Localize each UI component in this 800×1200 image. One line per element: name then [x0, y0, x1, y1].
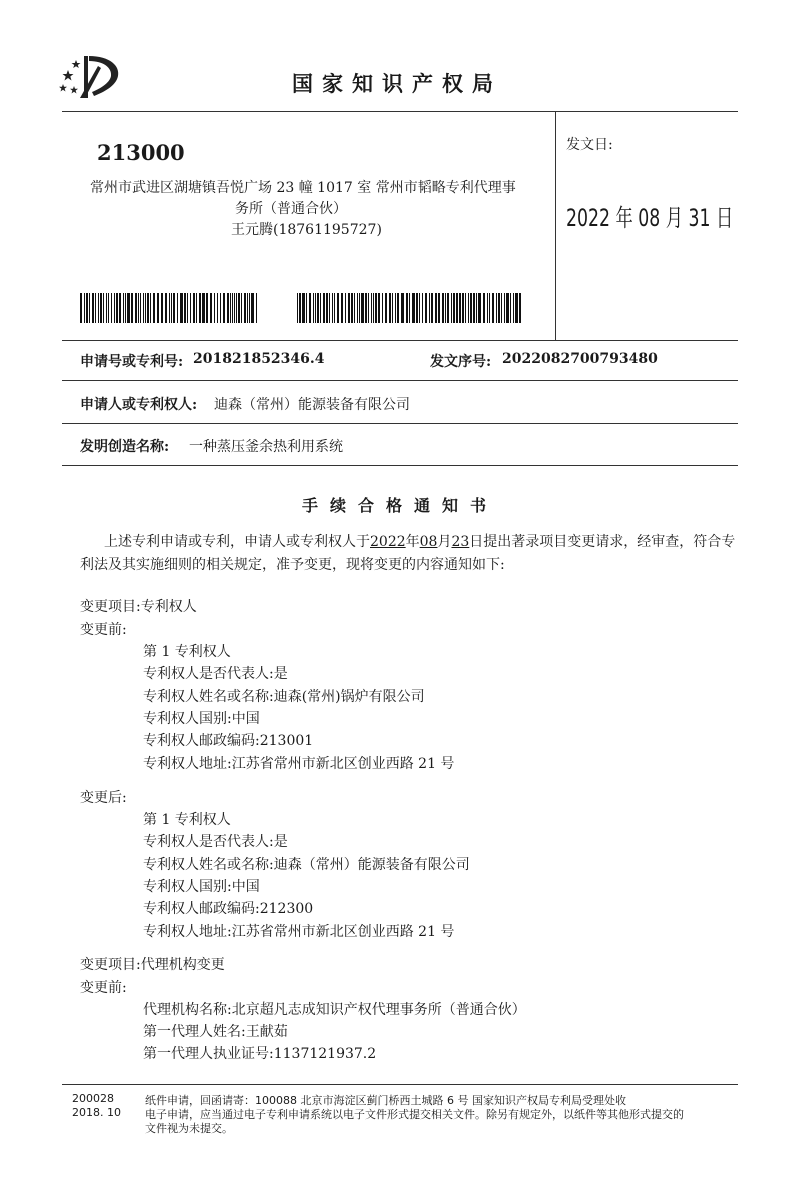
barcode-bar — [375, 293, 377, 323]
barcode-bar — [111, 293, 112, 323]
logo-star — [70, 86, 78, 94]
notice-paragraph-line-2: 利法及其实施细则的相关规定，准予变更，现将变更的内容通知如下: — [80, 557, 505, 573]
barcode-bar — [431, 293, 433, 323]
barcode-bar — [103, 293, 104, 323]
barcode-bar — [483, 293, 485, 323]
form-version: 2018. 10 — [72, 1106, 121, 1119]
barcode-bar — [220, 293, 221, 323]
barcode-bar — [453, 293, 455, 323]
barcode-bar — [489, 293, 490, 323]
applicant-label: 申请人或专利权人: — [80, 397, 198, 413]
change-before-line: 专利权人国别:中国 — [143, 711, 260, 727]
barcode-bar — [230, 293, 231, 323]
barcode-bar — [127, 293, 130, 323]
form-code: 200028 — [72, 1092, 114, 1105]
barcode-bar — [199, 293, 201, 323]
barcode-bar — [249, 293, 250, 323]
issue-date: 2022 年 08 月 31 日 — [566, 204, 734, 232]
barcode-bar — [451, 293, 452, 323]
barcode-bar — [341, 293, 343, 323]
barcode-left — [80, 293, 260, 323]
request-day: 23 — [451, 534, 470, 550]
footer-line-2: 电子申请，应当通过电子专利申请系统以电子文件形式提交相关文件。除另有规定外，以纸件等其他形式提交的 — [145, 1108, 684, 1121]
barcode-bar — [114, 293, 115, 323]
barcode-bar — [470, 293, 472, 323]
header-rule — [62, 111, 738, 112]
barcode-bar — [359, 293, 360, 323]
barcode-bar — [323, 293, 325, 323]
application-number-label: 申请号或专利号: — [80, 354, 184, 370]
barcode-bar — [135, 293, 137, 323]
barcode-bar — [306, 293, 307, 323]
barcode-bar — [419, 293, 420, 323]
barcode-bar — [401, 293, 404, 323]
invention-title: 一种蒸压釜余热利用系统 — [189, 439, 343, 455]
barcode-bar — [302, 293, 305, 323]
barcode-right — [297, 293, 522, 323]
barcode-bar — [157, 293, 159, 323]
change-before-line: 第 1 专利权人 — [143, 644, 231, 660]
barcode-bar — [190, 293, 191, 323]
barcode-bar — [504, 293, 505, 323]
barcode-bar — [234, 293, 235, 323]
change-before-line: 第一代理人执业证号:1137121937.2 — [143, 1046, 377, 1062]
barcode-bar — [442, 293, 444, 323]
address-line-1: 常州市武进区湖塘镇吾悦广场 23 幢 1017 室 常州市韬略专利代理事 — [90, 180, 516, 196]
barcode-bar — [123, 293, 124, 323]
barcode-bar — [332, 293, 333, 323]
change-item-2: 变更项目:代理机构变更 — [80, 957, 225, 973]
change-before-line: 第一代理人姓名:王献茹 — [143, 1024, 288, 1040]
barcode-bar — [425, 293, 427, 323]
barcode-bar — [241, 293, 242, 323]
barcode-bar — [487, 293, 488, 323]
barcode-bar — [435, 293, 437, 323]
change-after-line: 第 1 专利权人 — [143, 812, 231, 828]
logo-star — [63, 70, 74, 81]
serial-number-label: 发文序号: — [430, 354, 492, 370]
barcode-bar — [227, 293, 229, 323]
barcode-bar — [256, 293, 257, 323]
barcode-bar — [150, 293, 151, 323]
barcode-bar — [193, 293, 195, 323]
serial-number: 2022082700793480 — [502, 351, 658, 367]
footer-rule — [62, 1084, 738, 1085]
header-divider — [555, 111, 556, 341]
info-rule — [62, 380, 738, 381]
barcode-bar — [173, 293, 175, 323]
barcode-bar — [337, 293, 339, 323]
change-before-line: 代理机构名称:北京超凡志成知识产权代理事务所（普通合伙） — [143, 1002, 526, 1018]
para-text: 日提出著录项目变更请求，经审查，符合专 — [469, 534, 736, 550]
barcode-bar — [116, 293, 118, 323]
barcode-bar — [515, 293, 518, 323]
barcode-bar — [478, 293, 481, 323]
change-before-line: 专利权人地址:江苏省常州市新北区创业西路 21 号 — [143, 756, 455, 772]
barcode-bar — [368, 293, 369, 323]
change-after-line: 专利权人邮政编码:212300 — [143, 901, 314, 917]
barcode-bar — [196, 293, 197, 323]
barcode-bar — [165, 293, 167, 323]
barcode-bar — [217, 293, 218, 323]
barcode-bar — [320, 293, 321, 323]
barcode-bar — [345, 293, 346, 323]
barcode-bar — [187, 293, 188, 323]
barcode-bar — [108, 293, 109, 323]
change-after-line: 专利权人国别:中国 — [143, 879, 260, 895]
barcode-bar — [476, 293, 477, 323]
barcode-bar — [378, 293, 380, 323]
barcode-bar — [462, 293, 464, 323]
barcode-bar — [348, 293, 350, 323]
barcode-bar — [80, 293, 82, 323]
request-year: 2022 — [370, 534, 406, 550]
barcode-bar — [86, 293, 88, 323]
barcode-bar — [456, 293, 458, 323]
barcode-bar — [473, 293, 475, 323]
barcode-bar — [210, 293, 212, 323]
barcode-bar — [244, 293, 246, 323]
applicant-name: 迪森（常州）能源装备有限公司 — [214, 397, 410, 413]
barcode-bar — [459, 293, 461, 323]
barcode-bar — [416, 293, 418, 323]
barcode-bar — [519, 293, 521, 323]
para-text: 月 — [437, 534, 452, 550]
barcode-bar — [438, 293, 440, 323]
invention-title-label: 发明创造名称: — [80, 439, 170, 455]
barcode-bar — [496, 293, 497, 323]
change-item-1: 变更项目:专利权人 — [80, 599, 197, 615]
barcode-bar — [351, 293, 353, 323]
barcode-bar — [119, 293, 121, 323]
office-title: 国家知识产权局 — [292, 72, 502, 96]
para-text: 上述专利申请或专利，申请人或专利权人于 — [104, 534, 370, 550]
barcode-bar — [223, 293, 225, 323]
barcode-bar — [513, 293, 514, 323]
change-before-line: 专利权人邮政编码:213001 — [143, 733, 314, 749]
barcode-bar — [169, 293, 170, 323]
cnipa-logo — [58, 52, 120, 102]
change-after-line: 专利权人地址:江苏省常州市新北区创业西路 21 号 — [143, 924, 455, 940]
barcode-bar — [153, 293, 155, 323]
barcode-bar — [392, 293, 393, 323]
barcode-bar — [373, 293, 374, 323]
change-before-label-2: 变更前: — [80, 980, 127, 996]
barcode-bar — [147, 293, 149, 323]
postcode: 213000 — [97, 140, 185, 165]
barcode-bar — [177, 293, 178, 323]
barcode-bar — [465, 293, 466, 323]
barcode-bar — [361, 293, 364, 323]
change-before-line: 专利权人姓名或名称:迪森(常州)锅炉有限公司 — [143, 689, 425, 705]
barcode-bar — [125, 293, 126, 323]
barcode-bar — [371, 293, 372, 323]
barcode-bar — [447, 293, 449, 323]
info-rule — [62, 423, 738, 424]
barcode-bar — [492, 293, 494, 323]
barcode-bar — [161, 293, 163, 323]
barcode-bar — [84, 293, 85, 323]
barcode-bar — [143, 293, 144, 323]
barcode-bar — [251, 293, 254, 323]
barcode-bar — [232, 293, 233, 323]
barcode-bar — [131, 293, 133, 323]
barcode-bar — [100, 293, 102, 323]
barcode-bar — [468, 293, 469, 323]
barcode-bar — [297, 293, 298, 323]
change-after-line: 专利权人姓名或名称:迪森（常州）能源装备有限公司 — [143, 857, 470, 873]
barcode-bar — [95, 293, 96, 323]
barcode-bar — [406, 293, 408, 323]
request-month: 08 — [419, 534, 438, 550]
issue-date-label: 发文日: — [566, 137, 613, 153]
barcode-bar — [510, 293, 511, 323]
barcode-bar — [140, 293, 141, 323]
barcode-bar — [389, 293, 391, 323]
barcode-bar — [326, 293, 328, 323]
barcode-bar — [317, 293, 319, 323]
barcode-bar — [184, 293, 186, 323]
barcode-bar — [180, 293, 183, 323]
barcode-bar — [498, 293, 500, 323]
address-line-2: 务所（普通合伙） — [235, 201, 347, 217]
barcode-bar — [247, 293, 248, 323]
barcode-bar — [106, 293, 107, 323]
change-after-line: 专利权人是否代表人:是 — [143, 834, 288, 850]
barcode-bar — [409, 293, 410, 323]
change-before-label-1: 变更前: — [80, 622, 127, 638]
barcode-bar — [299, 293, 301, 323]
barcode-bar — [354, 293, 355, 323]
barcode-bar — [357, 293, 358, 323]
barcode-bar — [501, 293, 502, 323]
barcode-bar — [412, 293, 415, 323]
barcode-bar — [171, 293, 172, 323]
barcode-bar — [397, 293, 399, 323]
barcode-bar — [385, 293, 387, 323]
notice-title: 手续合格通知书 — [301, 496, 498, 515]
barcode-bar — [395, 293, 396, 323]
barcode-bar — [214, 293, 215, 323]
barcode-bar — [138, 293, 139, 323]
barcode-bar — [422, 293, 423, 323]
barcode-bar — [315, 293, 316, 323]
barcode-bar — [506, 293, 509, 323]
footer-line-1: 纸件申请，回函请寄：100088 北京市海淀区蓟门桥西土城路 6 号 国家知识产权局专利局受理处收 — [145, 1094, 626, 1107]
barcode-bar — [202, 293, 205, 323]
barcode-bar — [145, 293, 146, 323]
barcode-bar — [92, 293, 94, 323]
barcode-bar — [89, 293, 90, 323]
notice-paragraph-line-1 — [104, 532, 735, 552]
change-after-label-1: 变更后: — [80, 790, 127, 806]
barcode-rule — [62, 340, 738, 341]
barcode-bar — [238, 293, 240, 323]
barcode-bar — [313, 293, 314, 323]
barcode-bar — [382, 293, 383, 323]
barcode-bar — [334, 293, 335, 323]
info-rule — [62, 465, 738, 466]
address-line-3: 王元腾(18761195727) — [231, 222, 382, 238]
barcode-bar — [445, 293, 446, 323]
barcode-bar — [206, 293, 208, 323]
logo-star — [59, 84, 67, 92]
barcode-bar — [236, 293, 237, 323]
barcode-bar — [429, 293, 430, 323]
change-before-line: 专利权人是否代表人:是 — [143, 666, 288, 682]
footer-line-3: 文件视为未提交。 — [145, 1122, 233, 1135]
logo-star — [72, 60, 81, 68]
para-text: 年 — [405, 534, 420, 550]
application-number: 201821852346.4 — [193, 351, 325, 367]
barcode-bar — [329, 293, 330, 323]
barcode-bar — [365, 293, 367, 323]
barcode-bar — [98, 293, 99, 323]
barcode-bar — [309, 293, 311, 323]
